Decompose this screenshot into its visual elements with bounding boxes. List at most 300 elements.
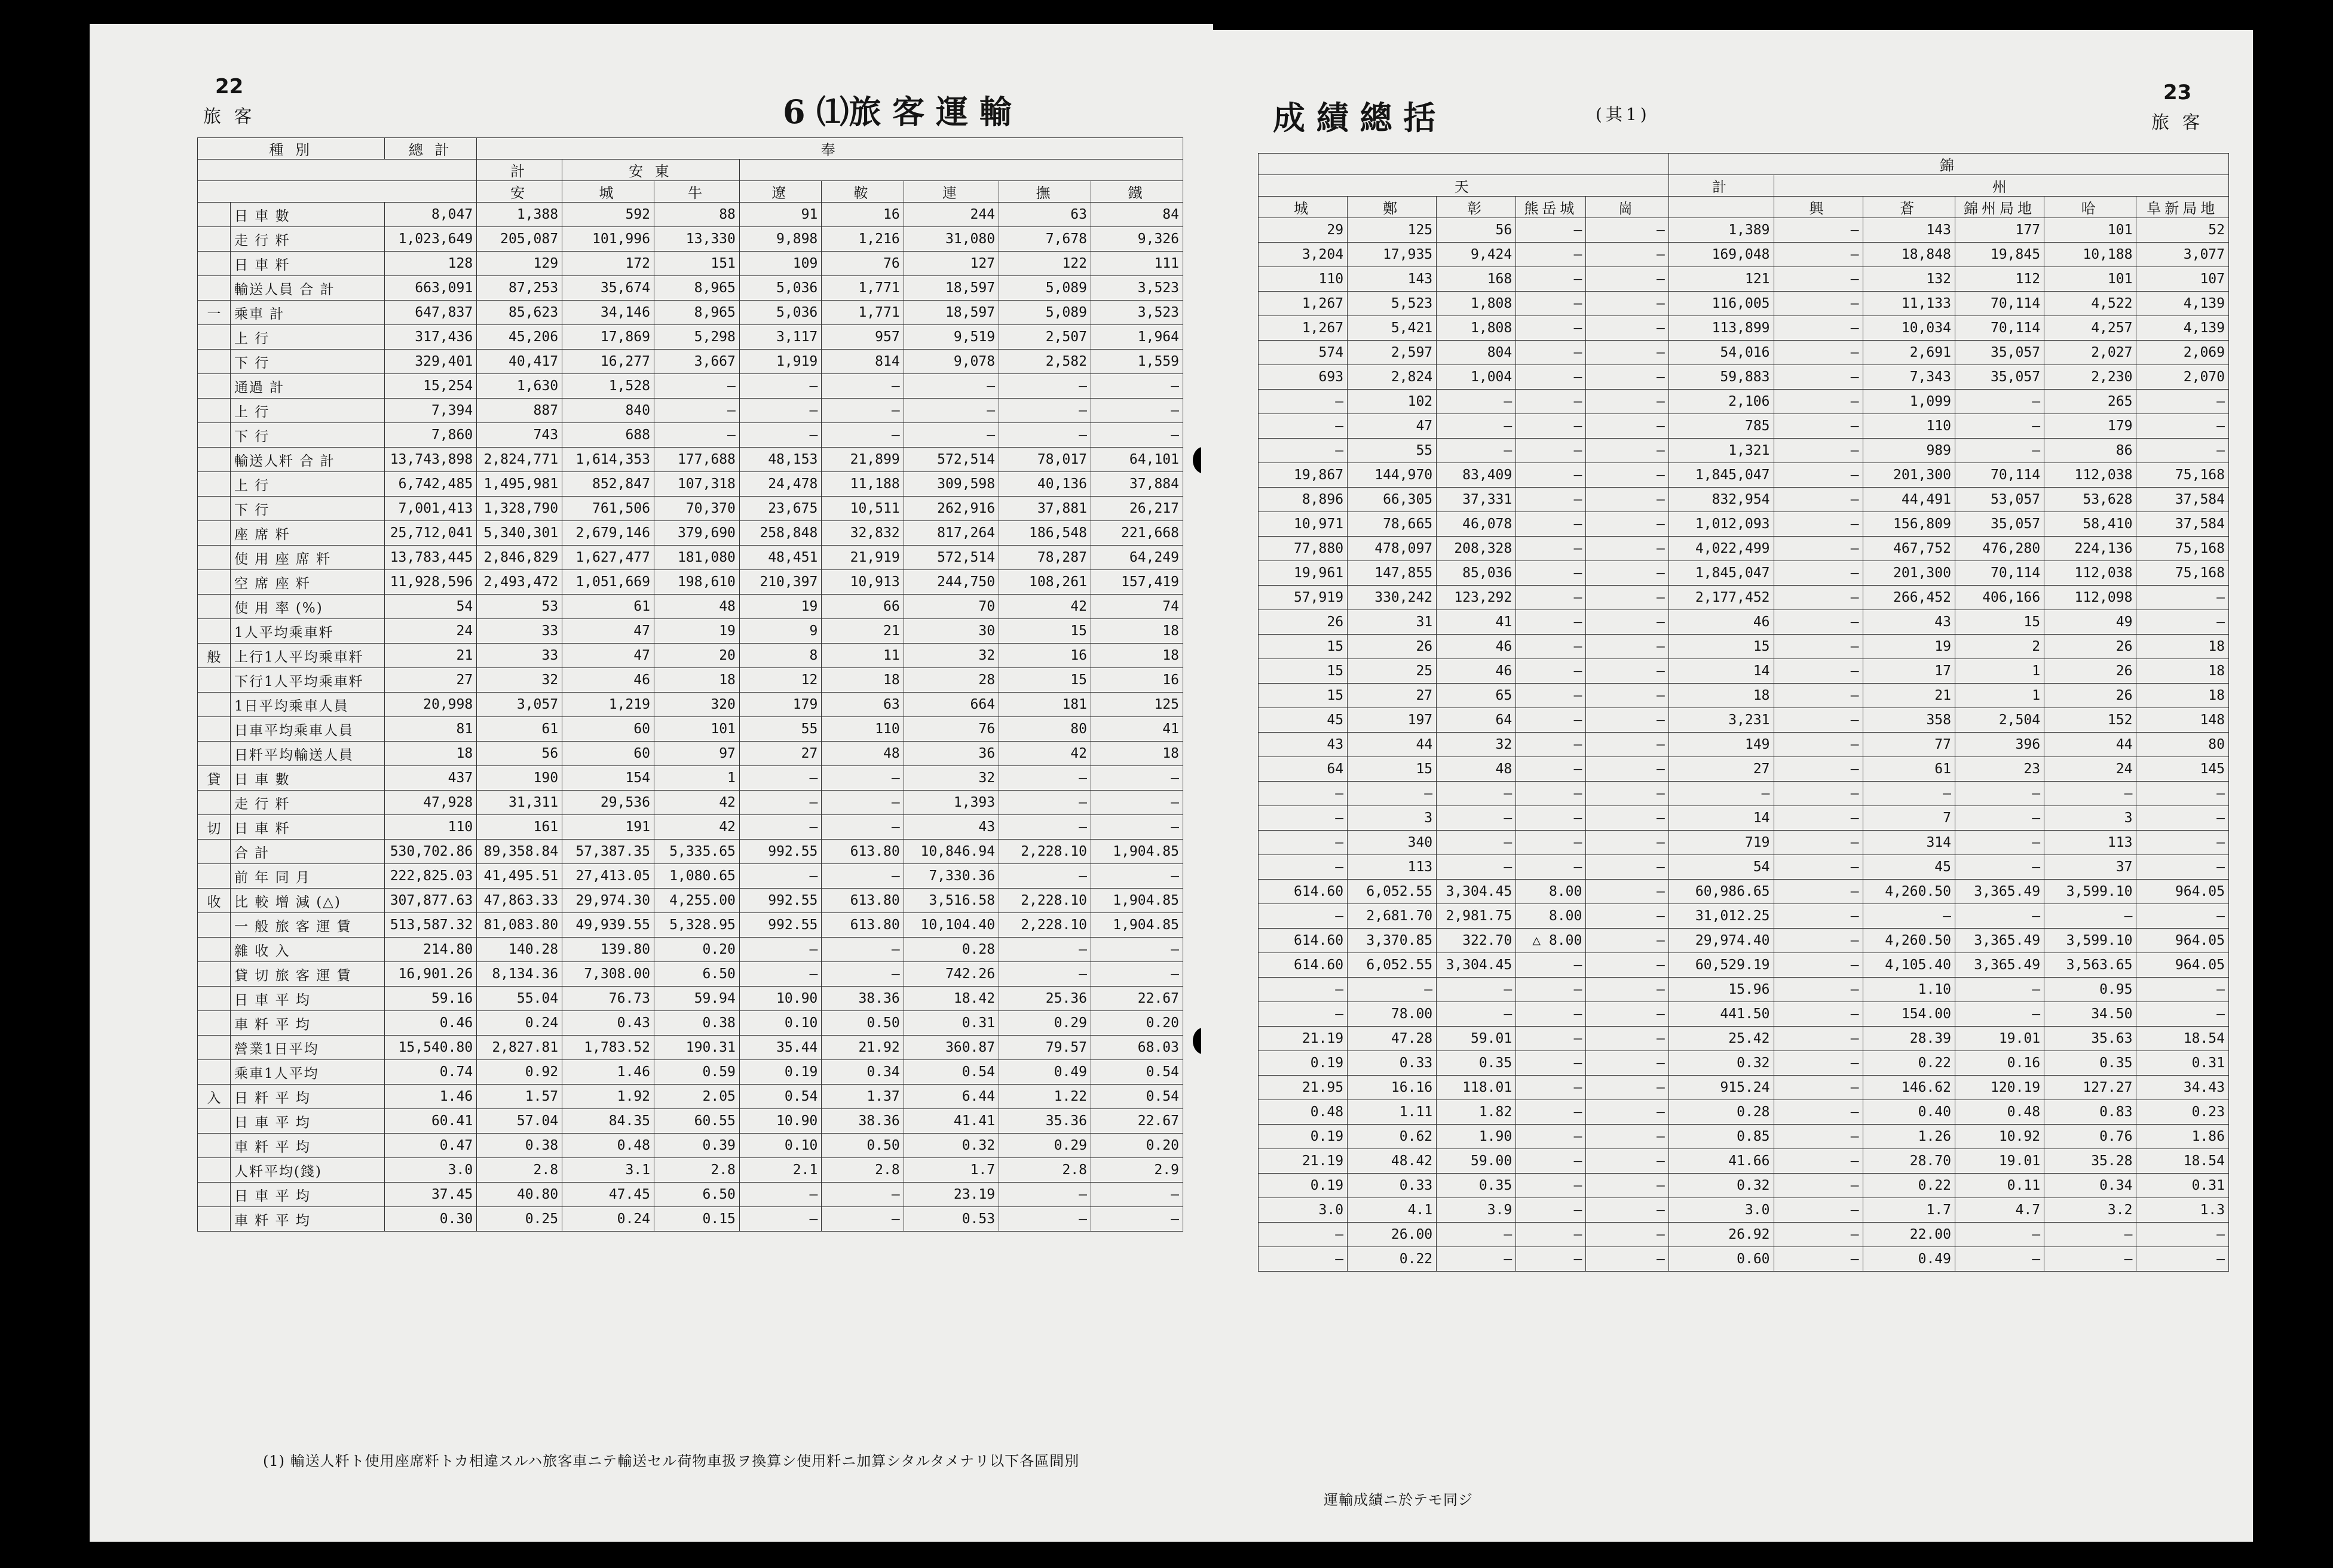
- cell-value: 144,970: [1348, 463, 1437, 488]
- cell-value: 2,827.81: [477, 1036, 562, 1060]
- cell-value: 0.95: [2044, 978, 2136, 1002]
- cell-value: 0.31: [2136, 1174, 2229, 1198]
- cell-value: 2: [1955, 635, 2044, 659]
- cell-value: 0.60: [1668, 1247, 1774, 1272]
- cell-value: —: [1774, 831, 1863, 855]
- cell-value: —: [1774, 782, 1863, 806]
- cell-value: 59.00: [1437, 1149, 1516, 1174]
- cell-value: —: [1516, 953, 1586, 978]
- cell-value: 5,298: [654, 325, 739, 350]
- cell-value: 1.90: [1437, 1125, 1516, 1149]
- cell-value: 32: [904, 766, 999, 791]
- cell-value: —: [1586, 610, 1668, 635]
- header-total: 總 計: [385, 138, 477, 160]
- table-row: [1259, 439, 2229, 463]
- cell-value: 27: [739, 742, 821, 766]
- cell-value: —: [1516, 1198, 1586, 1223]
- cell-value: 60.41: [385, 1109, 477, 1134]
- cell-value: 0.85: [1668, 1125, 1774, 1149]
- cell-value: 3,231: [1668, 708, 1774, 733]
- cell-value: 8,047: [385, 203, 477, 227]
- cell-value: 168: [1437, 267, 1516, 292]
- cell-value: 44: [1348, 733, 1437, 757]
- cell-value: 161: [477, 815, 562, 840]
- cell-value: 70,114: [1955, 316, 2044, 341]
- cell-value: 0.49: [1863, 1247, 1955, 1272]
- table-row: [198, 472, 1183, 497]
- cell-value: —: [1774, 414, 1863, 439]
- cell-value: 118.01: [1437, 1076, 1516, 1100]
- row-label: 輸送人粁 合 計: [230, 448, 384, 472]
- page-category: 旅 客: [203, 106, 256, 127]
- cell-value: 957: [822, 325, 904, 350]
- cell-value: —: [1955, 1247, 2044, 1272]
- cell-value: 125: [1091, 693, 1183, 717]
- section-marker: [198, 325, 231, 350]
- cell-value: —: [1774, 463, 1863, 488]
- cell-value: 76.73: [562, 987, 654, 1011]
- cell-value: 0.25: [477, 1207, 562, 1232]
- cell-value: 0.46: [385, 1011, 477, 1036]
- cell-value: —: [822, 1207, 904, 1232]
- cell-value: 55.04: [477, 987, 562, 1011]
- cell-value: —: [1774, 586, 1863, 610]
- cell-value: 40,417: [477, 350, 562, 374]
- cell-value: —: [2044, 1223, 2136, 1247]
- cell-value: —: [1586, 708, 1668, 733]
- table-row: [1259, 659, 2229, 684]
- cell-value: 2,681.70: [1348, 904, 1437, 929]
- cell-value: 152: [2044, 708, 2136, 733]
- table-row: [1259, 684, 2229, 708]
- cell-value: 0.23: [2136, 1100, 2229, 1125]
- cell-value: 664: [904, 693, 999, 717]
- cell-value: 208,328: [1437, 537, 1516, 561]
- section-marker: [198, 497, 231, 521]
- cell-value: 8,896: [1259, 488, 1348, 512]
- cell-value: 3,365.49: [1955, 953, 2044, 978]
- cell-value: —: [822, 1183, 904, 1207]
- section-marker: 入: [198, 1085, 231, 1109]
- cell-value: 25.42: [1668, 1027, 1774, 1051]
- cell-value: 1,919: [739, 350, 821, 374]
- cell-value: 24: [385, 619, 477, 644]
- cell-value: 1,771: [822, 301, 904, 325]
- cell-value: 32: [1437, 733, 1516, 757]
- cell-value: 0.15: [654, 1207, 739, 1232]
- cell-value: 81: [385, 717, 477, 742]
- cell-value: 244,750: [904, 570, 999, 595]
- cell-value: —: [999, 1207, 1091, 1232]
- cell-value: 5,335.65: [654, 840, 739, 864]
- cell-value: —: [739, 815, 821, 840]
- cell-value: —: [1774, 243, 1863, 267]
- cell-value: 0.54: [739, 1085, 821, 1109]
- cell-value: 0.48: [1259, 1100, 1348, 1125]
- cell-value: —: [1774, 635, 1863, 659]
- cell-value: 0.19: [1259, 1125, 1348, 1149]
- section-marker: 切: [198, 815, 231, 840]
- cell-value: —: [1091, 791, 1183, 815]
- cell-value: 9,519: [904, 325, 999, 350]
- cell-value: 10.90: [739, 1109, 821, 1134]
- cell-value: —: [1437, 782, 1516, 806]
- cell-value: 224,136: [2044, 537, 2136, 561]
- cell-value: —: [1586, 1100, 1668, 1125]
- row-label: 走 行 粁: [230, 791, 384, 815]
- table-row: [198, 1109, 1183, 1134]
- cell-value: 693: [1259, 365, 1348, 390]
- cell-value: 0.62: [1348, 1125, 1437, 1149]
- cell-value: 4,139: [2136, 316, 2229, 341]
- cell-value: 11,188: [822, 472, 904, 497]
- section-marker: [198, 570, 231, 595]
- section-marker: [198, 423, 231, 448]
- cell-value: —: [1774, 488, 1863, 512]
- cell-value: 18: [822, 668, 904, 693]
- cell-value: —: [1586, 1076, 1668, 1100]
- cell-value: 113: [2044, 831, 2136, 855]
- cell-value: 7,308.00: [562, 962, 654, 987]
- cell-value: —: [1955, 806, 2044, 831]
- cell-value: —: [1774, 1100, 1863, 1125]
- cell-value: 101: [2044, 218, 2136, 243]
- cell-value: 65: [1437, 684, 1516, 708]
- cell-value: —: [1586, 757, 1668, 782]
- cell-value: 214.80: [385, 938, 477, 962]
- cell-value: —: [1586, 1149, 1668, 1174]
- cell-value: 60: [562, 742, 654, 766]
- cell-value: 1,267: [1259, 316, 1348, 341]
- cell-value: 2,824,771: [477, 448, 562, 472]
- section-marker: [198, 399, 231, 423]
- cell-value: 2,691: [1863, 341, 1955, 365]
- cell-value: 75,168: [2136, 463, 2229, 488]
- cell-value: —: [1774, 561, 1863, 586]
- cell-value: 27: [385, 668, 477, 693]
- cell-value: 0.38: [654, 1011, 739, 1036]
- cell-value: —: [1586, 390, 1668, 414]
- cell-value: 0.32: [1668, 1174, 1774, 1198]
- cell-value: —: [1516, 1174, 1586, 1198]
- cell-value: —: [1586, 929, 1668, 953]
- table-row: [1259, 488, 2229, 512]
- cell-value: 28.70: [1863, 1149, 1955, 1174]
- cell-value: 177: [1955, 218, 2044, 243]
- cell-value: —: [1586, 414, 1668, 439]
- cell-value: 266,452: [1863, 586, 1955, 610]
- header-kind: 種 別: [198, 138, 385, 160]
- cell-value: 3,523: [1091, 301, 1183, 325]
- cell-value: 10,846.94: [904, 840, 999, 864]
- cell-value: 35,057: [1955, 365, 2044, 390]
- cell-value: 41.41: [904, 1109, 999, 1134]
- table-row: [1259, 880, 2229, 904]
- cell-value: —: [1774, 1174, 1863, 1198]
- cell-value: —: [1091, 766, 1183, 791]
- cell-value: —: [654, 423, 739, 448]
- row-label: 比 較 增 減 (△): [230, 889, 384, 913]
- table-row: [1259, 635, 2229, 659]
- cell-value: —: [2136, 586, 2229, 610]
- row-label: 座 席 粁: [230, 521, 384, 546]
- cell-value: 35,674: [562, 276, 654, 301]
- row-label: 日 車 平 均: [230, 1183, 384, 1207]
- cell-value: —: [1586, 806, 1668, 831]
- cell-value: 317,436: [385, 325, 477, 350]
- header-fengtian: 奉: [477, 138, 1183, 160]
- cell-value: 437: [385, 766, 477, 791]
- cell-value: 29,536: [562, 791, 654, 815]
- cell-value: 181: [999, 693, 1091, 717]
- cell-value: —: [822, 791, 904, 815]
- cell-value: 17,935: [1348, 243, 1437, 267]
- cell-value: 0.31: [2136, 1051, 2229, 1076]
- cell-value: 0.92: [477, 1060, 562, 1085]
- cell-value: 210,397: [739, 570, 821, 595]
- table-row: [198, 840, 1183, 864]
- cell-value: —: [2136, 855, 2229, 880]
- cell-value: 54: [1668, 855, 1774, 880]
- cell-value: 43: [904, 815, 999, 840]
- cell-value: 172: [562, 252, 654, 276]
- cell-value: 49: [2044, 610, 2136, 635]
- cell-value: 122: [999, 252, 1091, 276]
- cell-value: 46: [1437, 635, 1516, 659]
- table-row: [1259, 904, 2229, 929]
- cell-value: 0.54: [904, 1060, 999, 1085]
- cell-value: 10,913: [822, 570, 904, 595]
- cell-value: 120.19: [1955, 1076, 2044, 1100]
- cell-value: 2,846,829: [477, 546, 562, 570]
- row-label: 通過 計: [230, 374, 384, 399]
- cell-value: —: [1437, 978, 1516, 1002]
- cell-value: 8.00: [1516, 904, 1586, 929]
- cell-value: 360.87: [904, 1036, 999, 1060]
- cell-value: 614.60: [1259, 880, 1348, 904]
- cell-value: —: [1586, 512, 1668, 537]
- cell-value: 0.38: [477, 1134, 562, 1158]
- row-label: 上行1人平均乘車粁: [230, 644, 384, 668]
- cell-value: 1,845,047: [1668, 463, 1774, 488]
- cell-value: 9,078: [904, 350, 999, 374]
- cell-value: 688: [562, 423, 654, 448]
- cell-value: —: [1259, 855, 1348, 880]
- cell-value: —: [1437, 806, 1516, 831]
- table-row: [198, 668, 1183, 693]
- row-label: 合 計: [230, 840, 384, 864]
- cell-value: 111: [1091, 252, 1183, 276]
- cell-value: —: [1774, 1051, 1863, 1076]
- cell-value: 0.35: [1437, 1051, 1516, 1076]
- cell-value: 21.92: [822, 1036, 904, 1060]
- cell-value: 44: [2044, 733, 2136, 757]
- cell-value: 613.80: [822, 913, 904, 938]
- cell-value: 2,228.10: [999, 840, 1091, 864]
- cell-value: 2,070: [2136, 365, 2229, 390]
- cell-value: —: [1774, 512, 1863, 537]
- row-label: 下 行: [230, 423, 384, 448]
- cell-value: 1.57: [477, 1085, 562, 1109]
- cell-value: —: [1586, 1174, 1668, 1198]
- cell-value: 0.49: [999, 1060, 1091, 1085]
- cell-value: —: [1774, 1002, 1863, 1027]
- cell-value: 4,022,499: [1668, 537, 1774, 561]
- cell-value: —: [2044, 782, 2136, 806]
- cell-value: 3.2: [2044, 1198, 2136, 1223]
- cell-value: 2,228.10: [999, 913, 1091, 938]
- cell-value: 0.22: [1863, 1051, 1955, 1076]
- row-label: 使 用 率 (%): [230, 595, 384, 619]
- cell-value: 179: [739, 693, 821, 717]
- title-suffix: (其1): [1596, 105, 1651, 124]
- cell-value: 2.1: [739, 1158, 821, 1183]
- cell-value: 0.53: [904, 1207, 999, 1232]
- cell-value: 116,005: [1668, 292, 1774, 316]
- section-marker: [198, 227, 231, 252]
- cell-value: 0.54: [1091, 1060, 1183, 1085]
- cell-value: 29,974.30: [562, 889, 654, 913]
- cell-value: 25: [1348, 659, 1437, 684]
- cell-value: 191: [562, 815, 654, 840]
- cell-value: 0.20: [1091, 1011, 1183, 1036]
- cell-value: 112,098: [2044, 586, 2136, 610]
- table-row: [1259, 733, 2229, 757]
- cell-value: 21.95: [1259, 1076, 1348, 1100]
- cell-value: 48,451: [739, 546, 821, 570]
- section-marker: [198, 252, 231, 276]
- cell-value: 2,981.75: [1437, 904, 1516, 929]
- cell-value: 3.9: [1437, 1198, 1516, 1223]
- section-marker: [198, 962, 231, 987]
- row-label: 下 行: [230, 497, 384, 521]
- table-row: [1259, 341, 2229, 365]
- cell-value: 18.54: [2136, 1027, 2229, 1051]
- cell-value: 64: [1437, 708, 1516, 733]
- cell-value: —: [1774, 978, 1863, 1002]
- cell-value: 80: [999, 717, 1091, 742]
- cell-value: 18: [1668, 684, 1774, 708]
- cell-value: 1,964: [1091, 325, 1183, 350]
- cell-value: —: [1586, 978, 1668, 1002]
- cell-value: 14: [1668, 659, 1774, 684]
- cell-value: 85,623: [477, 301, 562, 325]
- cell-value: —: [1586, 218, 1668, 243]
- cell-value: —: [1516, 439, 1586, 463]
- cell-value: —: [1259, 1002, 1348, 1027]
- cell-value: 1,904.85: [1091, 889, 1183, 913]
- cell-value: 157,419: [1091, 570, 1183, 595]
- cell-value: 0.32: [904, 1134, 999, 1158]
- cell-value: —: [1259, 831, 1348, 855]
- cell-value: 0.19: [739, 1060, 821, 1085]
- cell-value: 992.55: [739, 840, 821, 864]
- cell-value: 1.82: [1437, 1100, 1516, 1125]
- section-marker: [198, 742, 231, 766]
- cell-value: 964.05: [2136, 953, 2229, 978]
- cell-value: —: [1586, 561, 1668, 586]
- row-label: 1人平均乘車粁: [230, 619, 384, 644]
- cell-value: —: [1516, 390, 1586, 414]
- table-row: [198, 595, 1183, 619]
- cell-value: 84: [1091, 203, 1183, 227]
- table-row: [198, 570, 1183, 595]
- sub-col: 城: [562, 181, 654, 203]
- sub-col: 熊岳城: [1516, 197, 1586, 218]
- cell-value: —: [1091, 423, 1183, 448]
- cell-value: 45,206: [477, 325, 562, 350]
- cell-value: 3,523: [1091, 276, 1183, 301]
- cell-value: —: [822, 962, 904, 987]
- cell-value: 0.47: [385, 1134, 477, 1158]
- cell-value: —: [739, 1207, 821, 1232]
- cell-value: —: [1955, 1002, 2044, 1027]
- cell-value: —: [1586, 904, 1668, 929]
- section-marker: 貸: [198, 766, 231, 791]
- cell-value: —: [1774, 1076, 1863, 1100]
- table-row: [198, 1011, 1183, 1036]
- cell-value: 47.45: [562, 1183, 654, 1207]
- cell-value: 3,077: [2136, 243, 2229, 267]
- table-row: [198, 962, 1183, 987]
- cell-value: —: [1259, 390, 1348, 414]
- cell-value: 37.45: [385, 1183, 477, 1207]
- cell-value: 32,832: [822, 521, 904, 546]
- cell-value: 0.35: [2044, 1051, 2136, 1076]
- cell-value: 6,052.55: [1348, 880, 1437, 904]
- cell-value: —: [2136, 390, 2229, 414]
- cell-value: 54,016: [1668, 341, 1774, 365]
- cell-value: —: [1516, 365, 1586, 390]
- cell-value: 75,168: [2136, 561, 2229, 586]
- cell-value: 4,522: [2044, 292, 2136, 316]
- cell-value: —: [1516, 463, 1586, 488]
- table-row: [198, 521, 1183, 546]
- cell-value: —: [1863, 782, 1955, 806]
- cell-value: —: [2044, 904, 2136, 929]
- cell-value: 22.67: [1091, 987, 1183, 1011]
- cell-value: 11,928,596: [385, 570, 477, 595]
- cell-value: 478,097: [1348, 537, 1437, 561]
- cell-value: 127.27: [2044, 1076, 2136, 1100]
- section-marker: [198, 1134, 231, 1158]
- cell-value: 2,504: [1955, 708, 2044, 733]
- cell-value: —: [1774, 733, 1863, 757]
- cell-value: 18.42: [904, 987, 999, 1011]
- row-label: 雜 收 入: [230, 938, 384, 962]
- row-label: 日 車 數: [230, 203, 384, 227]
- cell-value: 54: [385, 595, 477, 619]
- cell-value: 102: [1348, 390, 1437, 414]
- cell-value: 59.16: [385, 987, 477, 1011]
- table-row: [198, 619, 1183, 644]
- cell-value: —: [1774, 757, 1863, 782]
- cell-value: —: [822, 374, 904, 399]
- cell-value: 19: [1863, 635, 1955, 659]
- cell-value: —: [1586, 782, 1668, 806]
- table-row: [198, 1085, 1183, 1109]
- cell-value: 761,506: [562, 497, 654, 521]
- cell-value: —: [1955, 855, 2044, 880]
- table-row: [1259, 831, 2229, 855]
- row-label: 車 粁 平 均: [230, 1207, 384, 1232]
- cell-value: 1,004: [1437, 365, 1516, 390]
- cell-value: —: [1348, 782, 1437, 806]
- cell-value: —: [1586, 243, 1668, 267]
- cell-value: 743: [477, 423, 562, 448]
- section-marker: [198, 717, 231, 742]
- cell-value: 814: [822, 350, 904, 374]
